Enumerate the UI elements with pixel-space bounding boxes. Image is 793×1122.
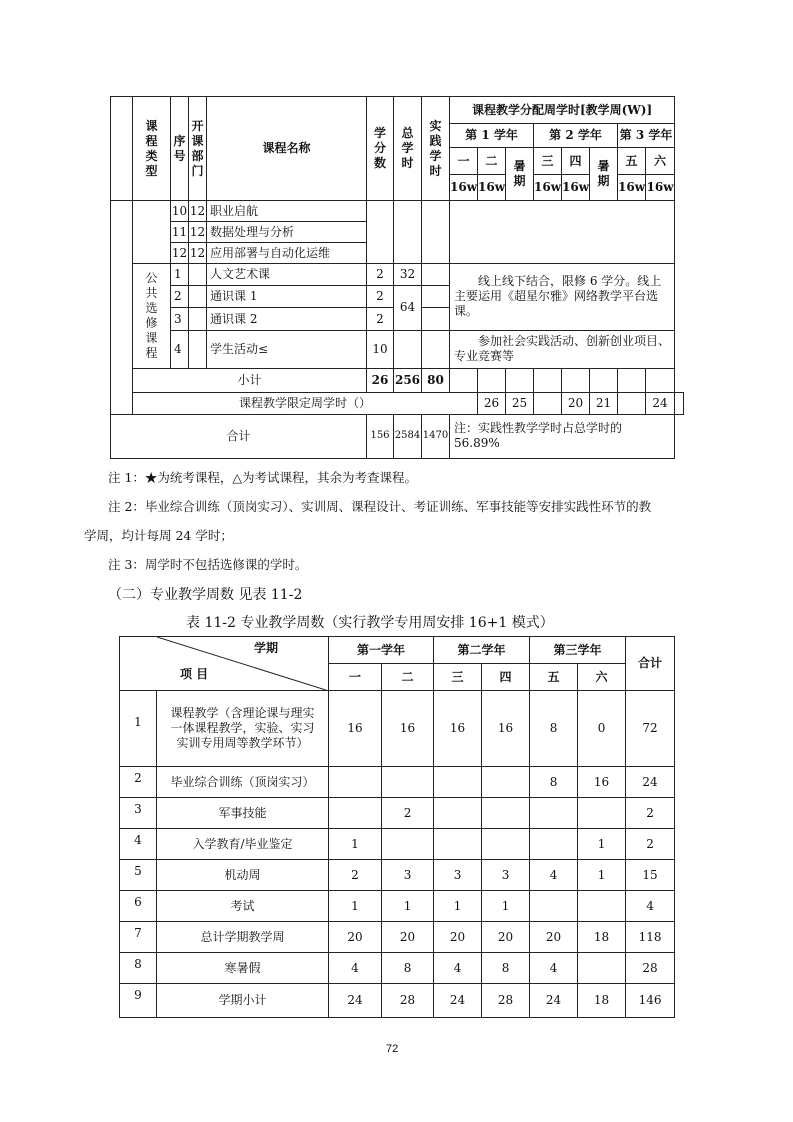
weeks-1: 16w bbox=[450, 175, 478, 201]
dept-header bbox=[189, 97, 207, 201]
year2-header: 第二学年 bbox=[434, 637, 530, 664]
empty-cell bbox=[646, 368, 675, 392]
row-name: 学生活动≤ bbox=[207, 330, 367, 368]
row-name: 通识课 2 bbox=[207, 308, 367, 330]
header-char: 学 bbox=[429, 148, 442, 163]
week-value bbox=[530, 798, 578, 829]
week-value bbox=[482, 829, 530, 860]
row-total: 15 bbox=[626, 860, 675, 891]
header-char: 号 bbox=[173, 148, 186, 163]
week-value: 4 bbox=[530, 953, 578, 984]
empty-cell bbox=[534, 368, 562, 392]
week-value: 8 bbox=[530, 691, 578, 767]
header-char: 类 bbox=[145, 148, 158, 163]
remark-online: 线上线下结合，限修 6 学分。线上主要运用《超星尔雅》网络教学平台选课。 bbox=[450, 264, 675, 330]
header-char: 时 bbox=[401, 156, 414, 171]
limit-value: 21 bbox=[590, 392, 618, 414]
course-name-header: 课程名称 bbox=[207, 97, 367, 201]
left-margin-cell bbox=[111, 201, 133, 414]
year1-header: 第一学年 bbox=[329, 637, 434, 664]
empty-cell bbox=[422, 308, 450, 330]
row-credit: 2 bbox=[367, 286, 394, 308]
header-char: 践 bbox=[429, 133, 442, 148]
week-value: 20 bbox=[329, 922, 382, 953]
row-name: 应用部署与自动化运维 bbox=[207, 243, 367, 264]
term-4: 四 bbox=[562, 148, 590, 175]
row-credit: 2 bbox=[367, 308, 394, 330]
table1-frame bbox=[110, 96, 684, 459]
seq-header bbox=[171, 97, 189, 201]
total-label: 合计 bbox=[111, 414, 367, 458]
note-1: 注 1：★为统考课程，△为考试课程，其余为考查课程。 bbox=[108, 470, 418, 485]
weeks-3: 16w bbox=[534, 175, 562, 201]
week-value: 16 bbox=[578, 767, 626, 798]
term-6: 六 bbox=[578, 664, 626, 691]
subtotal-credit: 26 bbox=[367, 368, 394, 392]
week-value bbox=[578, 953, 626, 984]
row-number: 3 bbox=[120, 798, 157, 829]
term-2: 二 bbox=[478, 148, 506, 175]
limit-value bbox=[675, 392, 684, 414]
header-char: 时 bbox=[429, 163, 442, 178]
row-credit: 10 bbox=[367, 330, 394, 368]
subtotal-hours: 256 bbox=[394, 368, 422, 392]
page-number: 72 bbox=[386, 1043, 399, 1055]
week-value: 8 bbox=[530, 767, 578, 798]
row-credit: 2 bbox=[367, 264, 394, 286]
week-value: 8 bbox=[382, 953, 434, 984]
week-value: 4 bbox=[434, 953, 482, 984]
row-total: 2 bbox=[626, 829, 675, 860]
week-value bbox=[482, 767, 530, 798]
row-seq: 3 bbox=[171, 308, 189, 330]
term-1: 一 bbox=[329, 664, 382, 691]
row-hours: 32 bbox=[394, 264, 422, 286]
distribution-header: 课程教学分配周学时[教学周(W)] bbox=[450, 97, 675, 124]
table-row bbox=[120, 891, 675, 922]
empty-cell bbox=[189, 286, 207, 308]
week-value bbox=[434, 767, 482, 798]
week-value: 0 bbox=[578, 691, 626, 767]
year1-header: 第 1 学年 bbox=[450, 124, 534, 148]
empty-cell bbox=[422, 201, 450, 264]
week-value: 24 bbox=[530, 984, 578, 1018]
row-item: 寒暑假 bbox=[157, 953, 329, 984]
week-value: 4 bbox=[530, 860, 578, 891]
row-dept: 12 bbox=[189, 201, 207, 222]
row-total: 24 bbox=[626, 767, 675, 798]
row-name: 数据处理与分析 bbox=[207, 222, 367, 243]
row-total: 28 bbox=[626, 953, 675, 984]
year3-header: 第三学年 bbox=[530, 637, 626, 664]
weeks-table bbox=[119, 636, 675, 1018]
row-number: 6 bbox=[120, 891, 157, 922]
course-type-header bbox=[133, 97, 171, 201]
row-seq: 10 bbox=[171, 201, 189, 222]
row-seq: 1 bbox=[171, 264, 189, 286]
week-value: 28 bbox=[382, 984, 434, 1018]
week-value: 18 bbox=[578, 984, 626, 1018]
limit-value: 25 bbox=[506, 392, 534, 414]
week-value bbox=[329, 798, 382, 829]
limit-value: 20 bbox=[562, 392, 590, 414]
week-value bbox=[578, 798, 626, 829]
header-char: 课 bbox=[191, 133, 204, 148]
header-char: 选 bbox=[145, 301, 158, 315]
week-value: 3 bbox=[482, 860, 530, 891]
header-char: 学 bbox=[401, 141, 414, 156]
term-3: 三 bbox=[534, 148, 562, 175]
row-number: 5 bbox=[120, 860, 157, 891]
limit-value: 24 bbox=[646, 392, 675, 414]
diagonal-line bbox=[157, 637, 329, 691]
empty-cell bbox=[422, 264, 450, 286]
empty-cell bbox=[189, 330, 207, 368]
header-char: 型 bbox=[145, 163, 158, 178]
row-item: 入学教育/毕业鉴定 bbox=[157, 829, 329, 860]
empty-cell bbox=[394, 201, 422, 264]
row-number: 2 bbox=[120, 767, 157, 798]
row-number: 1 bbox=[120, 691, 157, 767]
limit-label: 课程教学限定周学时（） bbox=[133, 392, 478, 414]
weeks-2: 16w bbox=[478, 175, 506, 201]
header-char: 门 bbox=[191, 163, 204, 178]
header-char: 程 bbox=[145, 346, 158, 360]
total-note: 注：实践性教学学时占总学时的 56.89% bbox=[450, 414, 675, 458]
week-value: 24 bbox=[329, 984, 382, 1018]
header-char: 实 bbox=[429, 118, 442, 133]
row-total: 4 bbox=[626, 891, 675, 922]
week-value bbox=[434, 829, 482, 860]
table-row bbox=[120, 798, 675, 829]
total-credit: 156 bbox=[367, 414, 394, 458]
row-number: 4 bbox=[120, 829, 157, 860]
empty-cell bbox=[450, 368, 478, 392]
week-value bbox=[530, 829, 578, 860]
week-value bbox=[482, 798, 530, 829]
week-value: 16 bbox=[329, 691, 382, 767]
year3-header: 第 3 学年 bbox=[618, 124, 675, 148]
week-value: 2 bbox=[382, 798, 434, 829]
row-total: 2 bbox=[626, 798, 675, 829]
header-char: 总 bbox=[401, 126, 414, 141]
remark-activity: 参加社会实践活动、创新创业项目、专业竞赛等 bbox=[450, 330, 675, 368]
week-value: 16 bbox=[382, 691, 434, 767]
week-value: 1 bbox=[329, 829, 382, 860]
week-value: 3 bbox=[382, 860, 434, 891]
header-char: 课 bbox=[145, 118, 158, 133]
header-char: 部 bbox=[191, 148, 204, 163]
week-value: 4 bbox=[329, 953, 382, 984]
row-seq: 11 bbox=[171, 222, 189, 243]
note-2: 注 2：毕业综合训练（顶岗实习）、实训周、课程设计、考证训练、军事技能等安排实践性环节的教 bbox=[108, 499, 652, 514]
term-summer-2: 暑 期 bbox=[590, 148, 618, 201]
week-value bbox=[329, 767, 382, 798]
week-value: 18 bbox=[578, 922, 626, 953]
row-name: 人文艺术课 bbox=[207, 264, 367, 286]
course-type-cell bbox=[133, 201, 171, 264]
weeks-table-body bbox=[120, 691, 675, 1018]
section-title: （二）专业教学周数 见表 11-2 bbox=[108, 587, 303, 603]
week-value bbox=[382, 767, 434, 798]
row-item: 学期小计 bbox=[157, 984, 329, 1018]
subtotal-label: 小计 bbox=[133, 368, 367, 392]
empty-cell bbox=[422, 286, 450, 308]
term-1: 一 bbox=[450, 148, 478, 175]
empty-cell bbox=[367, 201, 394, 264]
week-value bbox=[530, 891, 578, 922]
row-number: 9 bbox=[120, 984, 157, 1018]
header-char: 学 bbox=[373, 126, 386, 141]
term-6: 六 bbox=[646, 148, 675, 175]
row-total: 118 bbox=[626, 922, 675, 953]
table-row bbox=[120, 860, 675, 891]
practice-header bbox=[422, 97, 450, 201]
header-char: 公 bbox=[145, 271, 158, 285]
weeks-4: 16w bbox=[562, 175, 590, 201]
table-row bbox=[120, 829, 675, 860]
row-number: 7 bbox=[120, 922, 157, 953]
year2-header: 第 2 学年 bbox=[534, 124, 618, 148]
table-row bbox=[120, 691, 675, 767]
empty-cell bbox=[394, 330, 422, 368]
diag-top-label: 学期 bbox=[254, 641, 279, 655]
table-row bbox=[120, 767, 675, 798]
term-summer-1: 暑 期 bbox=[506, 148, 534, 201]
row-item: 军事技能 bbox=[157, 798, 329, 829]
row-name: 职业启航 bbox=[207, 201, 367, 222]
limit-value bbox=[534, 392, 562, 414]
empty-cell bbox=[189, 308, 207, 330]
term-4: 四 bbox=[482, 664, 530, 691]
weeks-5: 16w bbox=[618, 175, 646, 201]
table-row bbox=[120, 984, 675, 1018]
term-2: 二 bbox=[382, 664, 434, 691]
term-5: 五 bbox=[618, 148, 646, 175]
row-seq: 2 bbox=[171, 286, 189, 308]
week-value: 20 bbox=[482, 922, 530, 953]
empty-cell bbox=[422, 330, 450, 368]
term-5: 五 bbox=[530, 664, 578, 691]
limit-value bbox=[618, 392, 646, 414]
table-row bbox=[120, 953, 675, 984]
header-char: 共 bbox=[145, 286, 158, 300]
note-2-cont: 学周，均计每周 24 学时； bbox=[84, 528, 233, 543]
row-name: 通识课 1 bbox=[207, 286, 367, 308]
table-row bbox=[120, 922, 675, 953]
row-item: 课程教学（含理论课与理实一体课程教学，实验、实习实训专用周等教学环节） bbox=[157, 691, 329, 767]
diagonal-header bbox=[120, 637, 329, 691]
total-hours: 2584 bbox=[394, 414, 422, 458]
row-item: 毕业综合训练（顶岗实习） bbox=[157, 767, 329, 798]
week-value: 1 bbox=[482, 891, 530, 922]
empty-cell bbox=[450, 201, 675, 264]
row-number: 8 bbox=[120, 953, 157, 984]
week-value bbox=[578, 891, 626, 922]
subtotal-practice: 80 bbox=[422, 368, 450, 392]
week-value: 24 bbox=[434, 984, 482, 1018]
course-table bbox=[110, 96, 684, 459]
week-value: 20 bbox=[530, 922, 578, 953]
diag-bottom-label: 项 目 bbox=[180, 667, 209, 681]
total-practice: 1470 bbox=[422, 414, 450, 458]
empty-cell bbox=[618, 368, 646, 392]
row-item: 总计学期教学周 bbox=[157, 922, 329, 953]
empty-cell bbox=[506, 368, 534, 392]
term-3: 三 bbox=[434, 664, 482, 691]
hours-header bbox=[394, 97, 422, 201]
week-value: 3 bbox=[434, 860, 482, 891]
week-value bbox=[382, 829, 434, 860]
week-value: 1 bbox=[578, 829, 626, 860]
header-char: 程 bbox=[145, 133, 158, 148]
row-dept: 12 bbox=[189, 222, 207, 243]
header-char: 开 bbox=[191, 118, 204, 133]
note-3: 注 3：周学时不包括选修课的学时。 bbox=[108, 557, 308, 572]
public-elective-type bbox=[133, 264, 171, 368]
week-value: 1 bbox=[329, 891, 382, 922]
row-dept: 12 bbox=[189, 243, 207, 264]
row-hours: 64 bbox=[394, 286, 422, 330]
week-value: 20 bbox=[382, 922, 434, 953]
week-value: 2 bbox=[329, 860, 382, 891]
credit-header bbox=[367, 97, 394, 201]
empty-cell bbox=[189, 264, 207, 286]
total-header: 合计 bbox=[626, 637, 675, 691]
table2-caption: 表 11-2 专业教学周数（实行教学专用周安排 16+1 模式） bbox=[186, 615, 554, 631]
week-value bbox=[434, 798, 482, 829]
row-seq: 12 bbox=[171, 243, 189, 264]
header-char: 课 bbox=[145, 331, 158, 345]
empty-cell bbox=[590, 368, 618, 392]
week-value: 1 bbox=[578, 860, 626, 891]
empty-cell bbox=[478, 368, 506, 392]
week-value: 16 bbox=[482, 691, 530, 767]
empty-cell bbox=[562, 368, 590, 392]
week-value: 1 bbox=[434, 891, 482, 922]
week-value: 1 bbox=[382, 891, 434, 922]
header-char: 分 bbox=[373, 141, 386, 156]
limit-value: 26 bbox=[478, 392, 506, 414]
header-char: 数 bbox=[373, 156, 386, 171]
left-margin-cell bbox=[111, 97, 133, 201]
row-item: 机动周 bbox=[157, 860, 329, 891]
week-value: 28 bbox=[482, 984, 530, 1018]
weeks-6: 16w bbox=[646, 175, 675, 201]
week-value: 16 bbox=[434, 691, 482, 767]
row-seq: 4 bbox=[171, 330, 189, 368]
row-total: 72 bbox=[626, 691, 675, 767]
row-total: 146 bbox=[626, 984, 675, 1018]
week-value: 20 bbox=[434, 922, 482, 953]
header-char: 修 bbox=[145, 316, 158, 330]
header-char: 序 bbox=[173, 133, 186, 148]
week-value: 8 bbox=[482, 953, 530, 984]
row-item: 考试 bbox=[157, 891, 329, 922]
